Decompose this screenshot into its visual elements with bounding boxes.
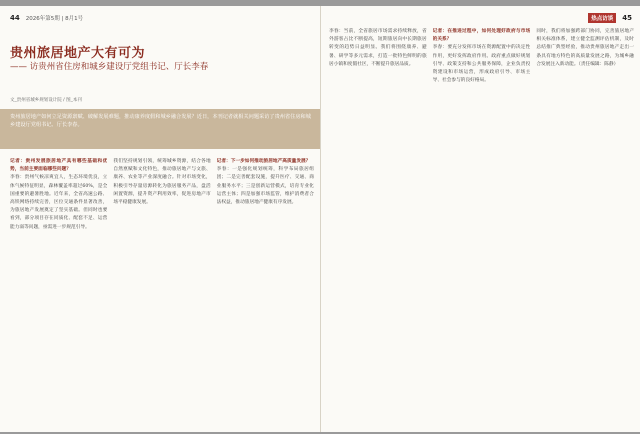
left-body-columns — [10, 158, 314, 424]
body-text: 我们坚持规划引领，统筹城乡资源，结合各地自然禀赋和文化特色，推动旅居地产与文旅、康养、农业等产业深度融合。针对市场变化，积极引导存量房源转化为旅居服务产品，盘活闲置资源，提升资产利用效率，促进房地产市场平稳健康发展。 — [113, 159, 211, 206]
left-column-1 — [10, 158, 107, 424]
issue-label: 2026年第5期 | 8月1号 — [25, 16, 84, 22]
left-column-3 — [217, 158, 314, 424]
question: 记者：贵州发展旅居地产具有哪些基础和优势，当前主要面临哪些问题？ — [10, 159, 108, 173]
question: 记者：在推进过程中，如何处理好政府与市场的关系？ — [432, 29, 531, 43]
byline: 文_贵州省城乡规划设计院 / 图_本刊 — [10, 98, 82, 103]
question: 记者：下一步如何推动旅居地产高质量发展？ — [216, 159, 311, 164]
article-subtitle: —— 访贵州省住房和城乡建设厅党组书记、厅长李春 — [10, 62, 209, 72]
body-text: 李春：当前，全省旅居市场需求持续释放，省外游客占比不断提高，短期旅居向中长期旅居转变的趋势日益明显。我们将围绕康养、避暑、研学等多元需求，打造一批特色鲜明的旅居小镇和度假社区，不断提升旅居品质。 — [329, 29, 427, 67]
section-badge: 热点访谈 — [588, 13, 616, 23]
right-body-columns — [329, 28, 634, 426]
lead-paragraph: 贵州旅居地产如何立足资源禀赋、破解发展难题，推动康养度假和城乡融合发展？近日，本刊记者就相关问题采访了贵州省住房和城乡建设厅党组书记、厅长李春。 — [0, 109, 322, 149]
left-column-2 — [113, 158, 210, 424]
article-title: 贵州旅居地产大有可为 — [10, 46, 146, 61]
answer: 李春：贵州气候凉爽宜人，生态环境优良，立体气候特征明显，森林覆盖率超过60%，是全国重要的避暑胜地。近年来，全省高速公路、高铁网络持续完善，区位交通条件显著改善，为旅居地产发展奠定了坚实基础。但同时也要看到，部分项目存在同质化、配套不足、运营能力弱等问题，亟需进一步规范引导。 — [10, 175, 108, 230]
right-column-1 — [329, 28, 427, 426]
left-page — [0, 6, 322, 432]
right-page-header — [331, 12, 632, 24]
right-column-3 — [536, 28, 634, 426]
body-text: 同时，我们将加强跨部门协同，完善旅居地产相关标准体系，建立健全监测评估机制，及时总结推广典型经验，推动贵州旅居地产走出一条具有地方特色的高质量发展之路，为城乡融合发展注入新动能。（责任编辑：陈静） — [536, 29, 634, 67]
left-page-number: 44 — [10, 14, 20, 22]
answer: 李春：一是强化规划统筹，科学布局旅居组团；二是完善配套设施，提升医疗、交通、商业服务水平；三是创新运营模式，培育专业化运营主体；四是加强市场监管，维护消费者合法权益，推动旅居地产健康有序发展。 — [216, 167, 314, 206]
right-page-number: 45 — [622, 14, 632, 22]
right-column-2 — [433, 28, 531, 426]
answer: 李春：要充分发挥市场在资源配置中的决定性作用，更好发挥政府作用。政府重点做好规划引导、政策支持和公共服务保障，企业负责投资建设和市场运营，形成政府引导、市场主导、社会参与的良好格局。 — [432, 45, 531, 84]
left-page-header — [10, 12, 312, 24]
right-page — [320, 6, 640, 432]
